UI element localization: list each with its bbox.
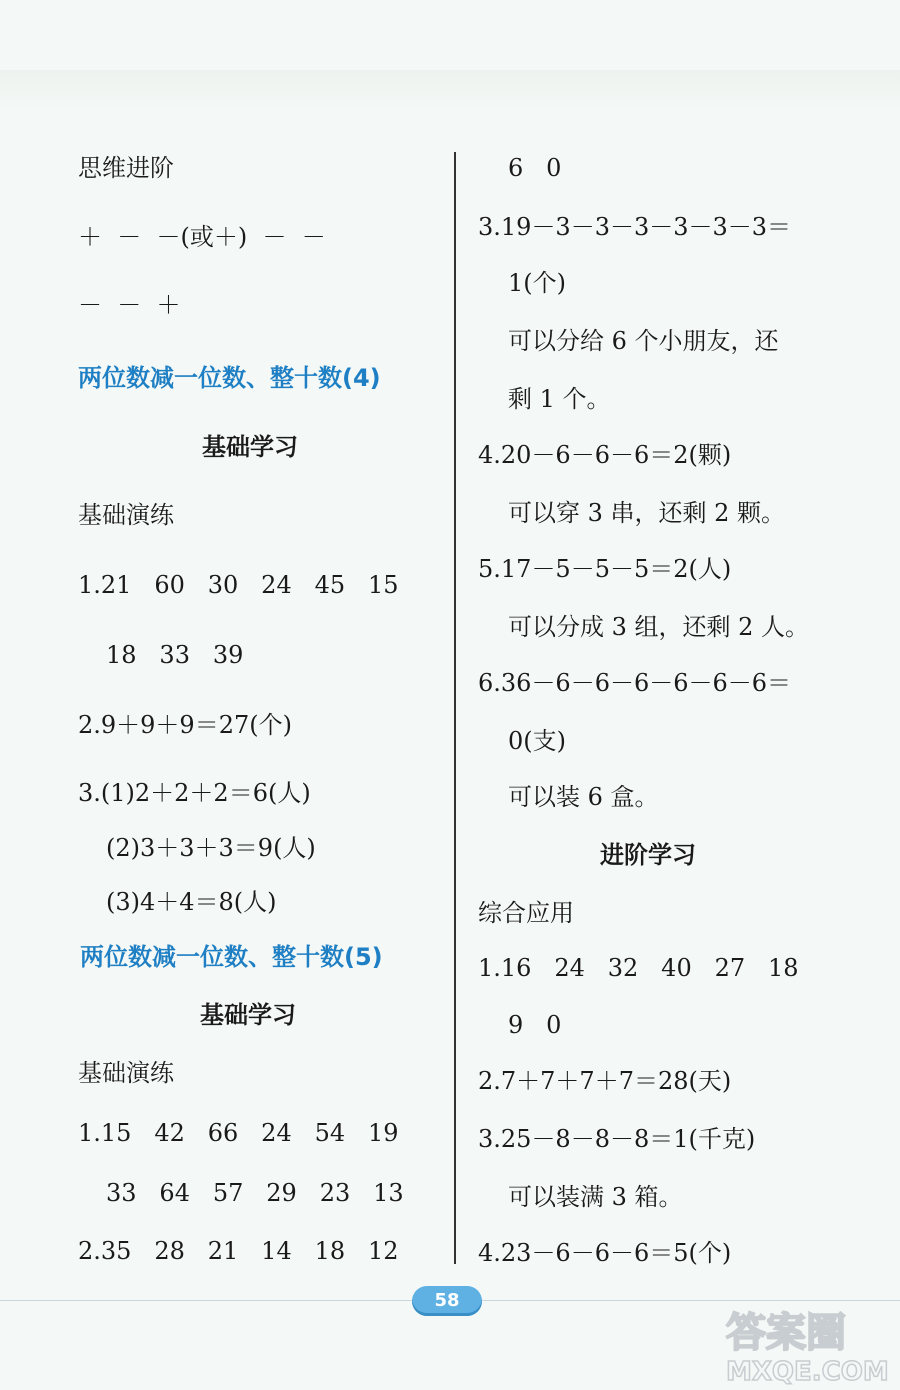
section-title-thinking: 思维进阶 xyxy=(78,154,174,182)
answer-m1a: 1.16 24 32 40 27 18 xyxy=(478,954,799,982)
answer-1b: 18 33 39 xyxy=(106,641,244,669)
answer-r-l7: 可以穿 3 串，还剩 2 颗。 xyxy=(508,499,786,527)
basic-study-heading-1: 基础学习 xyxy=(202,433,298,461)
answer-3-3: (3)4＋4＝8(人) xyxy=(106,888,277,916)
answer-r-l6: 4.20－6－6－6＝2(颗) xyxy=(478,441,732,469)
answer-r-l2: 3.19－3－3－3－3－3－3＝ xyxy=(478,213,792,241)
answer-m4: 4.23－6－6－6＝5(个) xyxy=(478,1239,732,1267)
answer-m2: 2.7＋7＋7＋7＝28(天) xyxy=(478,1067,732,1095)
answer-r-l8: 5.17－5－5－5＝2(人) xyxy=(478,555,732,583)
answer-r1a: 1.15 42 66 24 54 19 xyxy=(78,1119,399,1147)
watermark-top-text: 答案圈 xyxy=(726,1310,846,1356)
answer-r-l1: 6 0 xyxy=(508,154,562,182)
column-divider xyxy=(454,152,456,1264)
watermark-logo xyxy=(720,1300,895,1385)
answer-r-l5: 剩 1 个。 xyxy=(508,385,611,413)
page-number-badge: 58 xyxy=(412,1286,482,1316)
answer-r1b: 33 64 57 29 23 13 xyxy=(106,1179,404,1207)
answer-r2: 2.35 28 21 14 18 12 xyxy=(78,1237,399,1265)
answer-signs-row-1: ＋ － －(或＋) － － xyxy=(78,223,326,251)
answer-3-2: (2)3＋3＋3＝9(人) xyxy=(106,834,316,862)
watermark-bottom-text: MXQE.COM xyxy=(726,1357,889,1385)
answer-m1b: 9 0 xyxy=(508,1011,562,1039)
answer-r-l3: 1(个) xyxy=(508,269,566,297)
answer-signs-row-2: － － ＋ xyxy=(78,291,181,319)
answer-1a: 1.21 60 30 24 45 15 xyxy=(78,571,399,599)
basic-study-heading-2: 基础学习 xyxy=(200,1001,296,1029)
answer-2: 2.9＋9＋9＝27(个) xyxy=(78,711,292,739)
drill-heading-1: 基础演练 xyxy=(78,501,174,529)
topic-heading-5: 两位数减一位数、整十数(5) xyxy=(80,943,383,971)
answer-r-l12: 可以装 6 盒。 xyxy=(508,783,659,811)
answer-r-l11: 0(支) xyxy=(508,727,566,755)
topic-heading-4: 两位数减一位数、整十数(4) xyxy=(78,364,381,392)
answer-3-1: 3.(1)2＋2＋2＝6(人) xyxy=(78,779,311,807)
answer-r-l10: 6.36－6－6－6－6－6－6＝ xyxy=(478,669,792,697)
applied-heading: 综合应用 xyxy=(478,899,574,927)
advanced-study-heading: 进阶学习 xyxy=(600,841,696,869)
answer-m3: 3.25－8－8－8＝1(千克) xyxy=(478,1125,756,1153)
answer-r-l4: 可以分给 6 个小朋友，还 xyxy=(508,327,779,355)
drill-heading-2: 基础演练 xyxy=(78,1059,174,1087)
answer-r-l9: 可以分成 3 组，还剩 2 人。 xyxy=(508,613,810,641)
top-band xyxy=(0,70,900,110)
answer-m3b: 可以装满 3 箱。 xyxy=(508,1183,683,1211)
